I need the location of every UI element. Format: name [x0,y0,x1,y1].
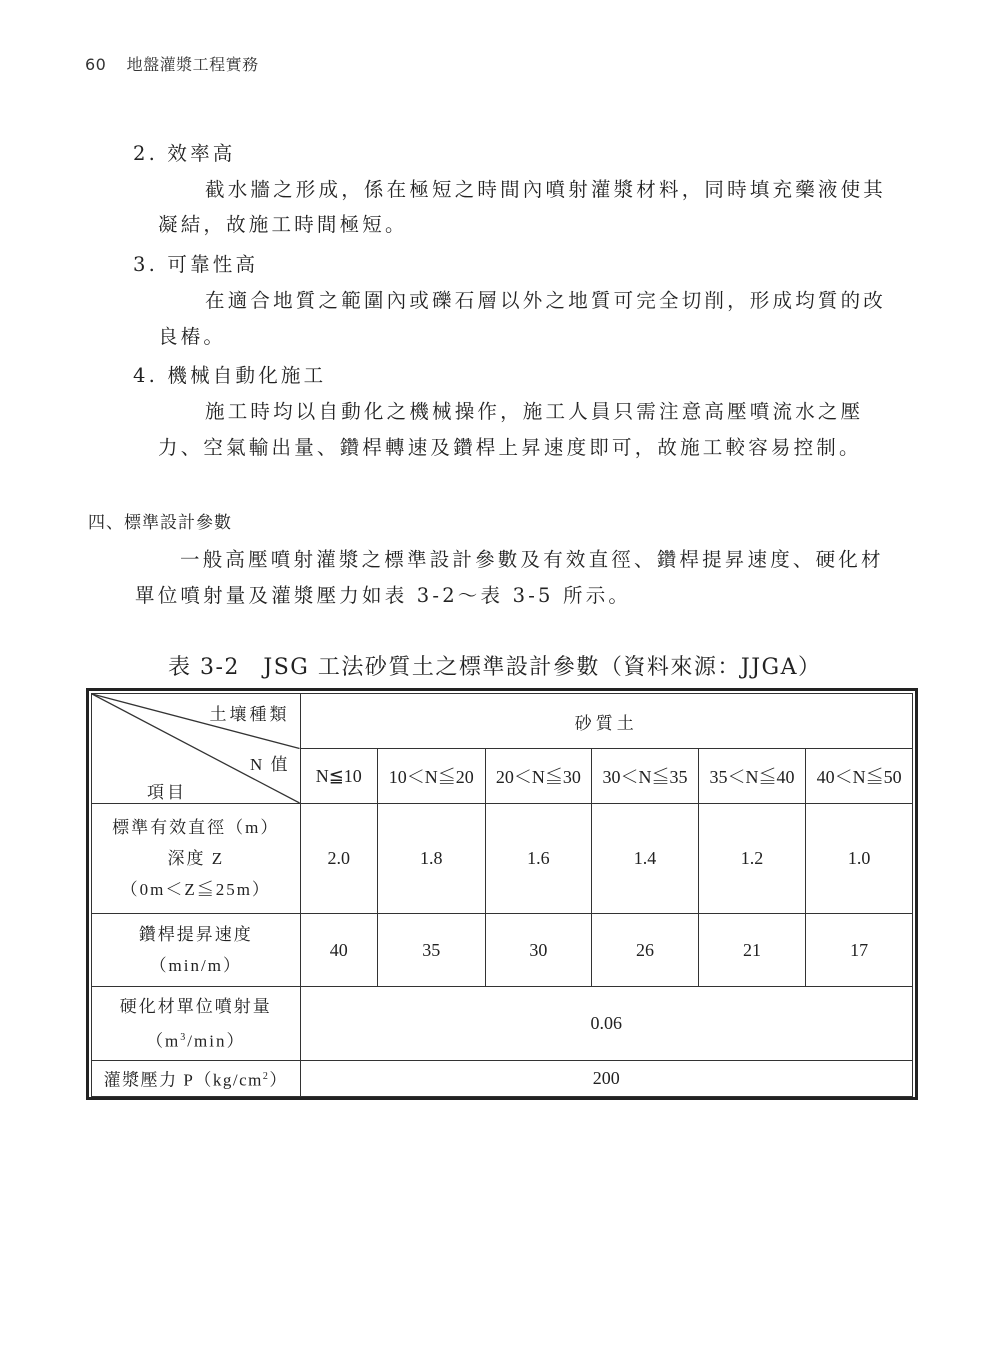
n-range-cell: 30＜N≦35 [592,749,699,804]
row-label-line: 深度 Z [167,849,225,868]
item-text-line: 凝結，故施工時間極短。 [158,213,408,236]
n-range-cell: N≦10 [300,749,377,804]
value-cell: 17 [806,914,913,987]
book-title: 地盤灌漿工程實務 [126,55,259,74]
n-range-cell: 10＜N≦20 [377,749,485,804]
item-title: 4. 機械自動化施工 [133,364,327,387]
value-cell: 1.8 [377,804,485,914]
label-text: ） [269,1070,288,1090]
row-label-pressure [92,1061,301,1097]
label-text: 灌漿壓力 P（kg/cm [103,1070,263,1090]
table-row [92,804,913,914]
value-cell: 26 [592,914,699,987]
item-text-line: 力、空氣輸出量、鑽桿轉速及鑽桿上昇速度即可，故施工較容易控制。 [158,436,862,459]
table-caption: 表 3-2 JSG 工法砂質土之標準設計參數（資料來源：JJGA） [168,655,822,680]
value-cell-merged: 0.06 [300,987,912,1061]
n-range-cell: 20＜N≦30 [485,749,592,804]
page-header [85,52,259,75]
n-range-cell: 35＜N≦40 [698,749,806,804]
item-label: 項目 [147,783,187,802]
value-cell: 1.6 [485,804,592,914]
item-text-line: 良樁。 [158,325,227,348]
n-value-label: N 值 [250,755,290,774]
value-cell: 40 [300,914,377,987]
soil-type-label: 土壤種類 [209,705,290,724]
value-cell: 1.4 [592,804,699,914]
value-cell: 2.0 [300,804,377,914]
unit-text: （m [146,1031,181,1051]
table-row [92,1061,913,1097]
unit-text: /min） [187,1031,246,1051]
unit-superscript: 2 [262,1071,270,1083]
row-label-line: 標準有效直徑（m） [112,818,280,837]
row-label-line: 硬化材單位噴射量 [119,996,272,1016]
row-label-lift-speed [92,914,301,987]
row-label-diameter [92,804,301,914]
value-cell: 21 [698,914,806,987]
value-cell: 30 [485,914,592,987]
page-number: 60 [85,55,107,74]
row-label-line: （0m＜Z≦25m） [120,880,271,899]
item-title: 2. 效率高 [133,142,236,165]
row-label-line: （min/m） [149,956,242,975]
design-parameter-table [86,688,918,1100]
row-label-line [92,1022,300,1057]
value-cell: 1.0 [806,804,913,914]
section-title: 四、標準設計參數 [88,513,232,533]
row-label-line: 鑽桿提昇速度 [138,925,253,944]
value-cell: 1.2 [698,804,806,914]
unit-superscript: 3 [180,1031,188,1043]
value-cell: 35 [377,914,485,987]
corner-header-cell [92,694,301,804]
row-label-hardener [92,987,301,1061]
table-row [92,987,913,1061]
n-range-cell: 40＜N≦50 [806,749,913,804]
section-text-line: 一般高壓噴射灌漿之標準設計參數及有效直徑、鑽桿提昇速度、硬化材 [180,548,884,571]
item-text-line: 截水牆之形成，係在極短之時間內噴射灌漿材料，同時填充藥液使其 [205,178,887,201]
table-row [92,914,913,987]
item-text-line: 施工時均以自動化之機械操作，施工人員只需注意高壓噴流水之壓 [205,400,864,423]
item-title: 3. 可靠性高 [133,253,259,276]
value-cell-merged: 200 [300,1061,912,1097]
soil-type-cell: 砂質土 [300,694,912,749]
section-text-line: 單位噴射量及灌漿壓力如表 3-2～表 3-5 所示。 [135,584,632,607]
table-header-row [92,694,913,749]
item-text-line: 在適合地質之範圍內或礫石層以外之地質可完全切削，形成均質的改 [205,289,887,312]
